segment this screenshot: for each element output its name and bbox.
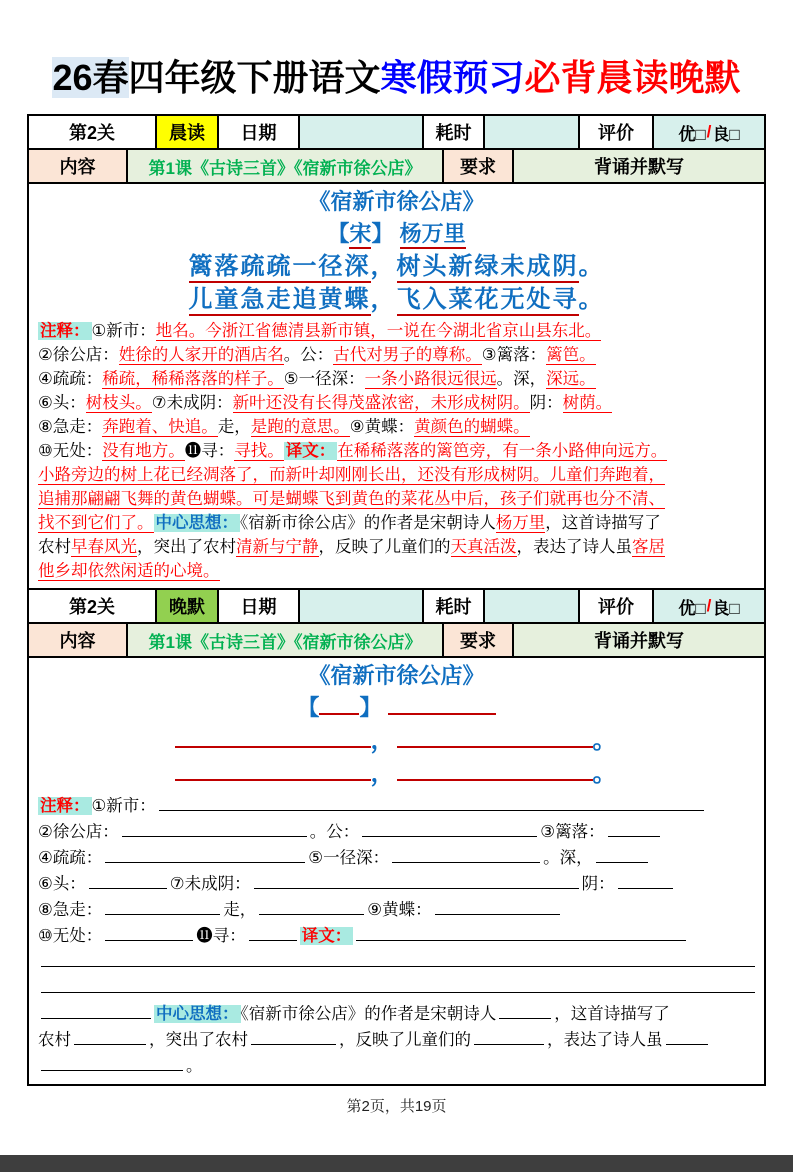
- comma: ，: [370, 727, 397, 754]
- note-text: ⑦未成阴：: [151, 394, 233, 412]
- content-label-cell: [29, 150, 128, 182]
- note-text: ①新市：: [91, 322, 156, 340]
- note-text: 奔跑着、快追。: [102, 418, 218, 436]
- verse-blank-4[interactable]: [397, 767, 593, 781]
- note-text: ⑥头：: [38, 875, 86, 893]
- note-text: 追捕那翩翩飞舞的黄色蝴蝶。可是蝴蝶飞到黄色的菜花丛中后，孩子们就再也分不清、: [38, 490, 665, 508]
- poem-blank-line-2: [38, 757, 755, 790]
- fill-in-blank[interactable]: [474, 1031, 544, 1045]
- note-text: 注释：: [40, 322, 90, 340]
- fill-in-blank[interactable]: [74, 1031, 146, 1045]
- verse-4: 飞入菜花无处寻: [397, 286, 579, 316]
- fill-in-blank[interactable]: [249, 927, 297, 941]
- eval-label-cell: [580, 116, 654, 148]
- morning-reading-content: [29, 184, 764, 588]
- fill-in-blank[interactable]: [105, 927, 193, 941]
- require-label: 要求: [460, 157, 496, 177]
- lesson-title: 第1课《古诗三首》《宿新市徐公店》: [148, 158, 422, 178]
- verse-blank-2[interactable]: [397, 734, 593, 748]
- content-label: 内容: [59, 157, 96, 177]
- note-text: 早春风光: [71, 538, 137, 556]
- note-text: 农村: [38, 538, 71, 556]
- time-label-cell: [424, 116, 485, 148]
- stage-label: 第2关: [68, 123, 115, 143]
- note-text: 《宿新市徐公店》的作者是宋朝诗人: [240, 1005, 497, 1023]
- time-label: 耗时: [435, 597, 472, 617]
- lesson-title: 第1课《古诗三首》《宿新市徐公店》: [148, 632, 422, 652]
- time-input-cell[interactable]: [485, 116, 580, 148]
- note-line: [38, 871, 755, 897]
- evening-dictation-content: [29, 658, 764, 1084]
- poem-line-2: [38, 283, 755, 316]
- fill-in-blank[interactable]: [362, 823, 537, 837]
- fill-in-blank[interactable]: [159, 797, 704, 811]
- note-text: 小路旁边的树上花已经凋落了，而新叶却刚刚长出，还没有形成树阴。儿童们奔跑着，: [38, 466, 665, 484]
- note-text: 中心思想：: [155, 514, 238, 532]
- bracket-left: 【: [327, 221, 350, 246]
- title-red-part: 必背晨读晚默: [524, 57, 741, 98]
- eval-label: 评价: [598, 123, 634, 143]
- note-text: ⑦未成阴：: [169, 875, 251, 893]
- stage-label: 第2关: [68, 597, 115, 617]
- grade-checkbox-cell[interactable]: [654, 590, 764, 622]
- grade-checkbox-cell[interactable]: [654, 116, 764, 148]
- poem-blank-line-1: [38, 724, 755, 757]
- note-text: ③篱落：: [540, 823, 605, 841]
- grade-excellent-checkbox[interactable]: 优□: [678, 124, 706, 144]
- date-input-cell[interactable]: [300, 590, 424, 622]
- grade-good-checkbox[interactable]: 良□: [712, 598, 740, 618]
- mode-label: 晨读: [169, 123, 205, 143]
- morning-session-header: [29, 116, 764, 184]
- fill-in-blank[interactable]: [41, 1005, 151, 1019]
- note-text: 。深，: [543, 849, 593, 867]
- fill-in-blank[interactable]: [356, 927, 686, 941]
- note-text: ④疏疏：: [38, 849, 103, 867]
- mode-cell-evening: [157, 590, 219, 622]
- note-text: 在稀稀落落的篱笆旁，有一条小路伸向远方。: [337, 442, 668, 460]
- note-line: [38, 845, 755, 871]
- note-text: 译文：: [285, 442, 336, 460]
- date-label: 日期: [240, 123, 277, 143]
- date-label-cell: [219, 116, 300, 148]
- comma: ，: [370, 253, 397, 280]
- note-text: 。: [186, 1057, 203, 1075]
- note-line: [38, 975, 755, 1001]
- note-text: 译文：: [301, 927, 352, 945]
- require-label-cell: [444, 150, 514, 182]
- note-text: 没有地方。: [102, 442, 185, 460]
- note-line: [38, 897, 755, 923]
- date-label-cell: [219, 590, 300, 622]
- fill-in-blank[interactable]: [666, 1031, 708, 1045]
- verse-2: 树头新绿未成阴: [397, 253, 579, 283]
- fill-in-blank[interactable]: [435, 901, 560, 915]
- document-title: [16, 50, 777, 101]
- note-line: [38, 819, 755, 845]
- note-text: 是跑的意思。: [250, 418, 350, 436]
- note-text: ②徐公店：: [38, 346, 119, 364]
- requirement-text: 背诵并默写: [594, 631, 684, 651]
- note-text: ⑤一径深：: [283, 370, 365, 388]
- note-text: 注释：: [40, 797, 90, 815]
- require-value-cell: [514, 624, 764, 656]
- dynasty-blank[interactable]: [319, 701, 359, 715]
- note-text: ③篱落：: [481, 346, 547, 364]
- note-text: ⓫寻：: [184, 442, 235, 460]
- author-blank[interactable]: [388, 701, 496, 715]
- date-label: 日期: [240, 597, 277, 617]
- annotations-blank-form: [38, 793, 755, 1079]
- note-text: 篱笆。: [546, 346, 596, 364]
- viewer-bottom-bar: [0, 1155, 793, 1172]
- note-text: ④疏疏：: [38, 370, 103, 388]
- note-line: [38, 923, 755, 949]
- worksheet-page: [0, 50, 793, 1172]
- annotations-filled: [38, 319, 755, 583]
- eval-label: 评价: [598, 597, 634, 617]
- comma: ，: [370, 760, 397, 787]
- note-text: ①新市：: [91, 797, 156, 815]
- grade-good-checkbox[interactable]: 良□: [712, 124, 740, 144]
- poem-title: 《宿新市徐公店》: [308, 189, 485, 214]
- time-input-cell[interactable]: [485, 590, 580, 622]
- note-text: 客居: [632, 538, 665, 556]
- note-text: 清新与宁静: [236, 538, 319, 556]
- note-text: ，反映了儿童们的: [318, 538, 451, 556]
- period: 。: [592, 727, 619, 754]
- fill-in-blank[interactable]: [105, 901, 220, 915]
- note-line: [38, 391, 755, 415]
- content-value-cell: [128, 624, 444, 656]
- note-text: 中心思想：: [156, 1005, 239, 1023]
- note-text: ⑧急走：: [38, 418, 103, 436]
- eval-label-cell: [580, 590, 654, 622]
- note-text: 新叶还没有长得茂盛浓密，未形成树阴。: [232, 394, 530, 412]
- verse-1: 篱落疏疏一径深: [189, 253, 371, 283]
- poem-author-line: [38, 217, 755, 250]
- dynasty: 宋: [349, 221, 371, 249]
- note-text: ⑧急走：: [38, 901, 103, 919]
- worksheet-body: [27, 114, 766, 1086]
- period: 。: [578, 253, 605, 280]
- content-value-cell: [128, 150, 444, 182]
- note-text: ⑩无处：: [38, 927, 103, 945]
- note-text: 走，: [217, 418, 251, 436]
- note-line: [38, 793, 755, 819]
- note-text: 树荫。: [562, 394, 613, 412]
- note-text: 阴：: [581, 875, 615, 893]
- fill-in-blank[interactable]: [392, 849, 540, 863]
- note-text: 。深，: [496, 370, 547, 388]
- note-text: ⑨黄蝶：: [349, 418, 415, 436]
- note-text: ⑥头：: [38, 394, 86, 412]
- note-text: ②徐公店：: [38, 823, 119, 841]
- fill-in-blank[interactable]: [41, 953, 755, 967]
- note-text: ，表达了诗人虽: [547, 1031, 663, 1049]
- note-text: 农村: [38, 1031, 71, 1049]
- content-label-cell: [29, 624, 128, 656]
- note-line: [38, 367, 755, 391]
- verse-3: 儿童急走追黄蝶: [189, 286, 371, 316]
- note-text: 。公：: [283, 346, 334, 364]
- note-text: 杨万里: [495, 514, 546, 532]
- verse-blank-1[interactable]: [175, 734, 371, 748]
- note-text: ，突出了农村: [137, 538, 236, 556]
- poem-title: 《宿新市徐公店》: [308, 663, 485, 688]
- note-text: 姓徐的人家开的酒店名: [118, 346, 284, 364]
- fill-in-blank[interactable]: [499, 1005, 551, 1019]
- time-label: 耗时: [435, 123, 472, 143]
- requirement-text: 背诵并默写: [594, 157, 684, 177]
- note-text: 。公：: [309, 823, 360, 841]
- grade-slash: /: [706, 596, 712, 615]
- note-text: ，这首诗描写了: [545, 514, 661, 532]
- note-line: [38, 1053, 755, 1079]
- poem-author-blank-line: [38, 691, 755, 724]
- note-text: ，表达了诗人虽: [516, 538, 632, 556]
- note-text: 古代对男子的尊称。: [333, 346, 482, 364]
- note-text: 寻找。: [234, 442, 284, 460]
- stage-cell: [29, 590, 157, 622]
- note-text: ，反映了儿童们的: [339, 1031, 471, 1049]
- note-line: [38, 319, 755, 343]
- note-line: [38, 511, 755, 535]
- fill-in-blank[interactable]: [41, 1057, 183, 1071]
- note-line: [38, 535, 755, 559]
- require-label: 要求: [460, 631, 496, 651]
- note-line: [38, 439, 755, 463]
- page-number: 第2页，共19页: [346, 1098, 447, 1115]
- require-label-cell: [444, 624, 514, 656]
- fill-in-blank[interactable]: [254, 875, 579, 889]
- fill-in-blank[interactable]: [41, 979, 755, 993]
- note-line: [38, 487, 755, 511]
- note-line: [38, 949, 755, 975]
- note-line: [38, 1001, 755, 1027]
- title-blue-part: 寒假预习: [380, 57, 525, 98]
- mode-label: 晚默: [169, 597, 205, 617]
- fill-in-blank[interactable]: [618, 875, 673, 889]
- fill-in-blank[interactable]: [596, 849, 648, 863]
- note-text: ⑤一径深：: [308, 849, 390, 867]
- note-line: [38, 343, 755, 367]
- bracket-right: 】: [359, 695, 382, 720]
- period: 。: [592, 760, 619, 787]
- poem-line-1: [38, 250, 755, 283]
- date-input-cell[interactable]: [300, 116, 424, 148]
- bracket-right: 】: [371, 221, 394, 246]
- fill-in-blank[interactable]: [122, 823, 307, 837]
- note-text: ⑩无处：: [38, 442, 103, 460]
- note-text: 他乡却依然闲适的心境。: [38, 562, 220, 580]
- note-text: 《宿新市徐公店》的作者是宋朝诗人: [240, 514, 496, 532]
- bracket-left: 【: [297, 695, 320, 720]
- fill-in-blank[interactable]: [105, 849, 305, 863]
- time-label-cell: [424, 590, 485, 622]
- note-line: [38, 1027, 755, 1053]
- title-black-part: 四年级下册语文: [128, 57, 381, 98]
- note-text: ，这首诗描写了: [554, 1005, 670, 1023]
- note-text: 天真活泼: [450, 538, 517, 556]
- note-text: 地名。今浙江省德清县新市镇，一说在今湖北省京山县东北。: [155, 322, 602, 340]
- note-text: 一条小路很远很远: [364, 370, 497, 388]
- fill-in-blank[interactable]: [259, 901, 364, 915]
- note-text: ⑨黄蝶：: [367, 901, 432, 919]
- stage-cell: [29, 116, 157, 148]
- grade-excellent-checkbox[interactable]: 优□: [678, 598, 706, 618]
- period: 。: [578, 286, 605, 313]
- note-text: ⓫寻：: [196, 927, 246, 945]
- note-text: ，突出了农村: [149, 1031, 248, 1049]
- title-highlighted-part: 26春: [52, 57, 129, 98]
- comma: ，: [370, 286, 397, 313]
- fill-in-blank[interactable]: [89, 875, 167, 889]
- note-text: 稀疏，稀稀落落的样子。: [102, 370, 284, 388]
- note-text: 走，: [223, 901, 257, 919]
- content-label: 内容: [59, 631, 96, 651]
- require-value-cell: [514, 150, 764, 182]
- evening-session-header: [29, 588, 764, 658]
- mode-cell-morning: [157, 116, 219, 148]
- note-text: 找不到它们了。: [38, 514, 154, 532]
- note-line: [38, 415, 755, 439]
- verse-blank-3[interactable]: [175, 767, 371, 781]
- note-text: 黄颜色的蝴蝶。: [414, 418, 530, 436]
- note-text: 阴：: [529, 394, 563, 412]
- author-name: 杨万里: [400, 221, 466, 249]
- note-text: 深远。: [546, 370, 596, 388]
- fill-in-blank[interactable]: [251, 1031, 336, 1045]
- note-text: 树枝头。: [85, 394, 152, 412]
- note-line: [38, 463, 755, 487]
- note-line: [38, 559, 755, 583]
- fill-in-blank[interactable]: [608, 823, 660, 837]
- grade-slash: /: [706, 122, 712, 141]
